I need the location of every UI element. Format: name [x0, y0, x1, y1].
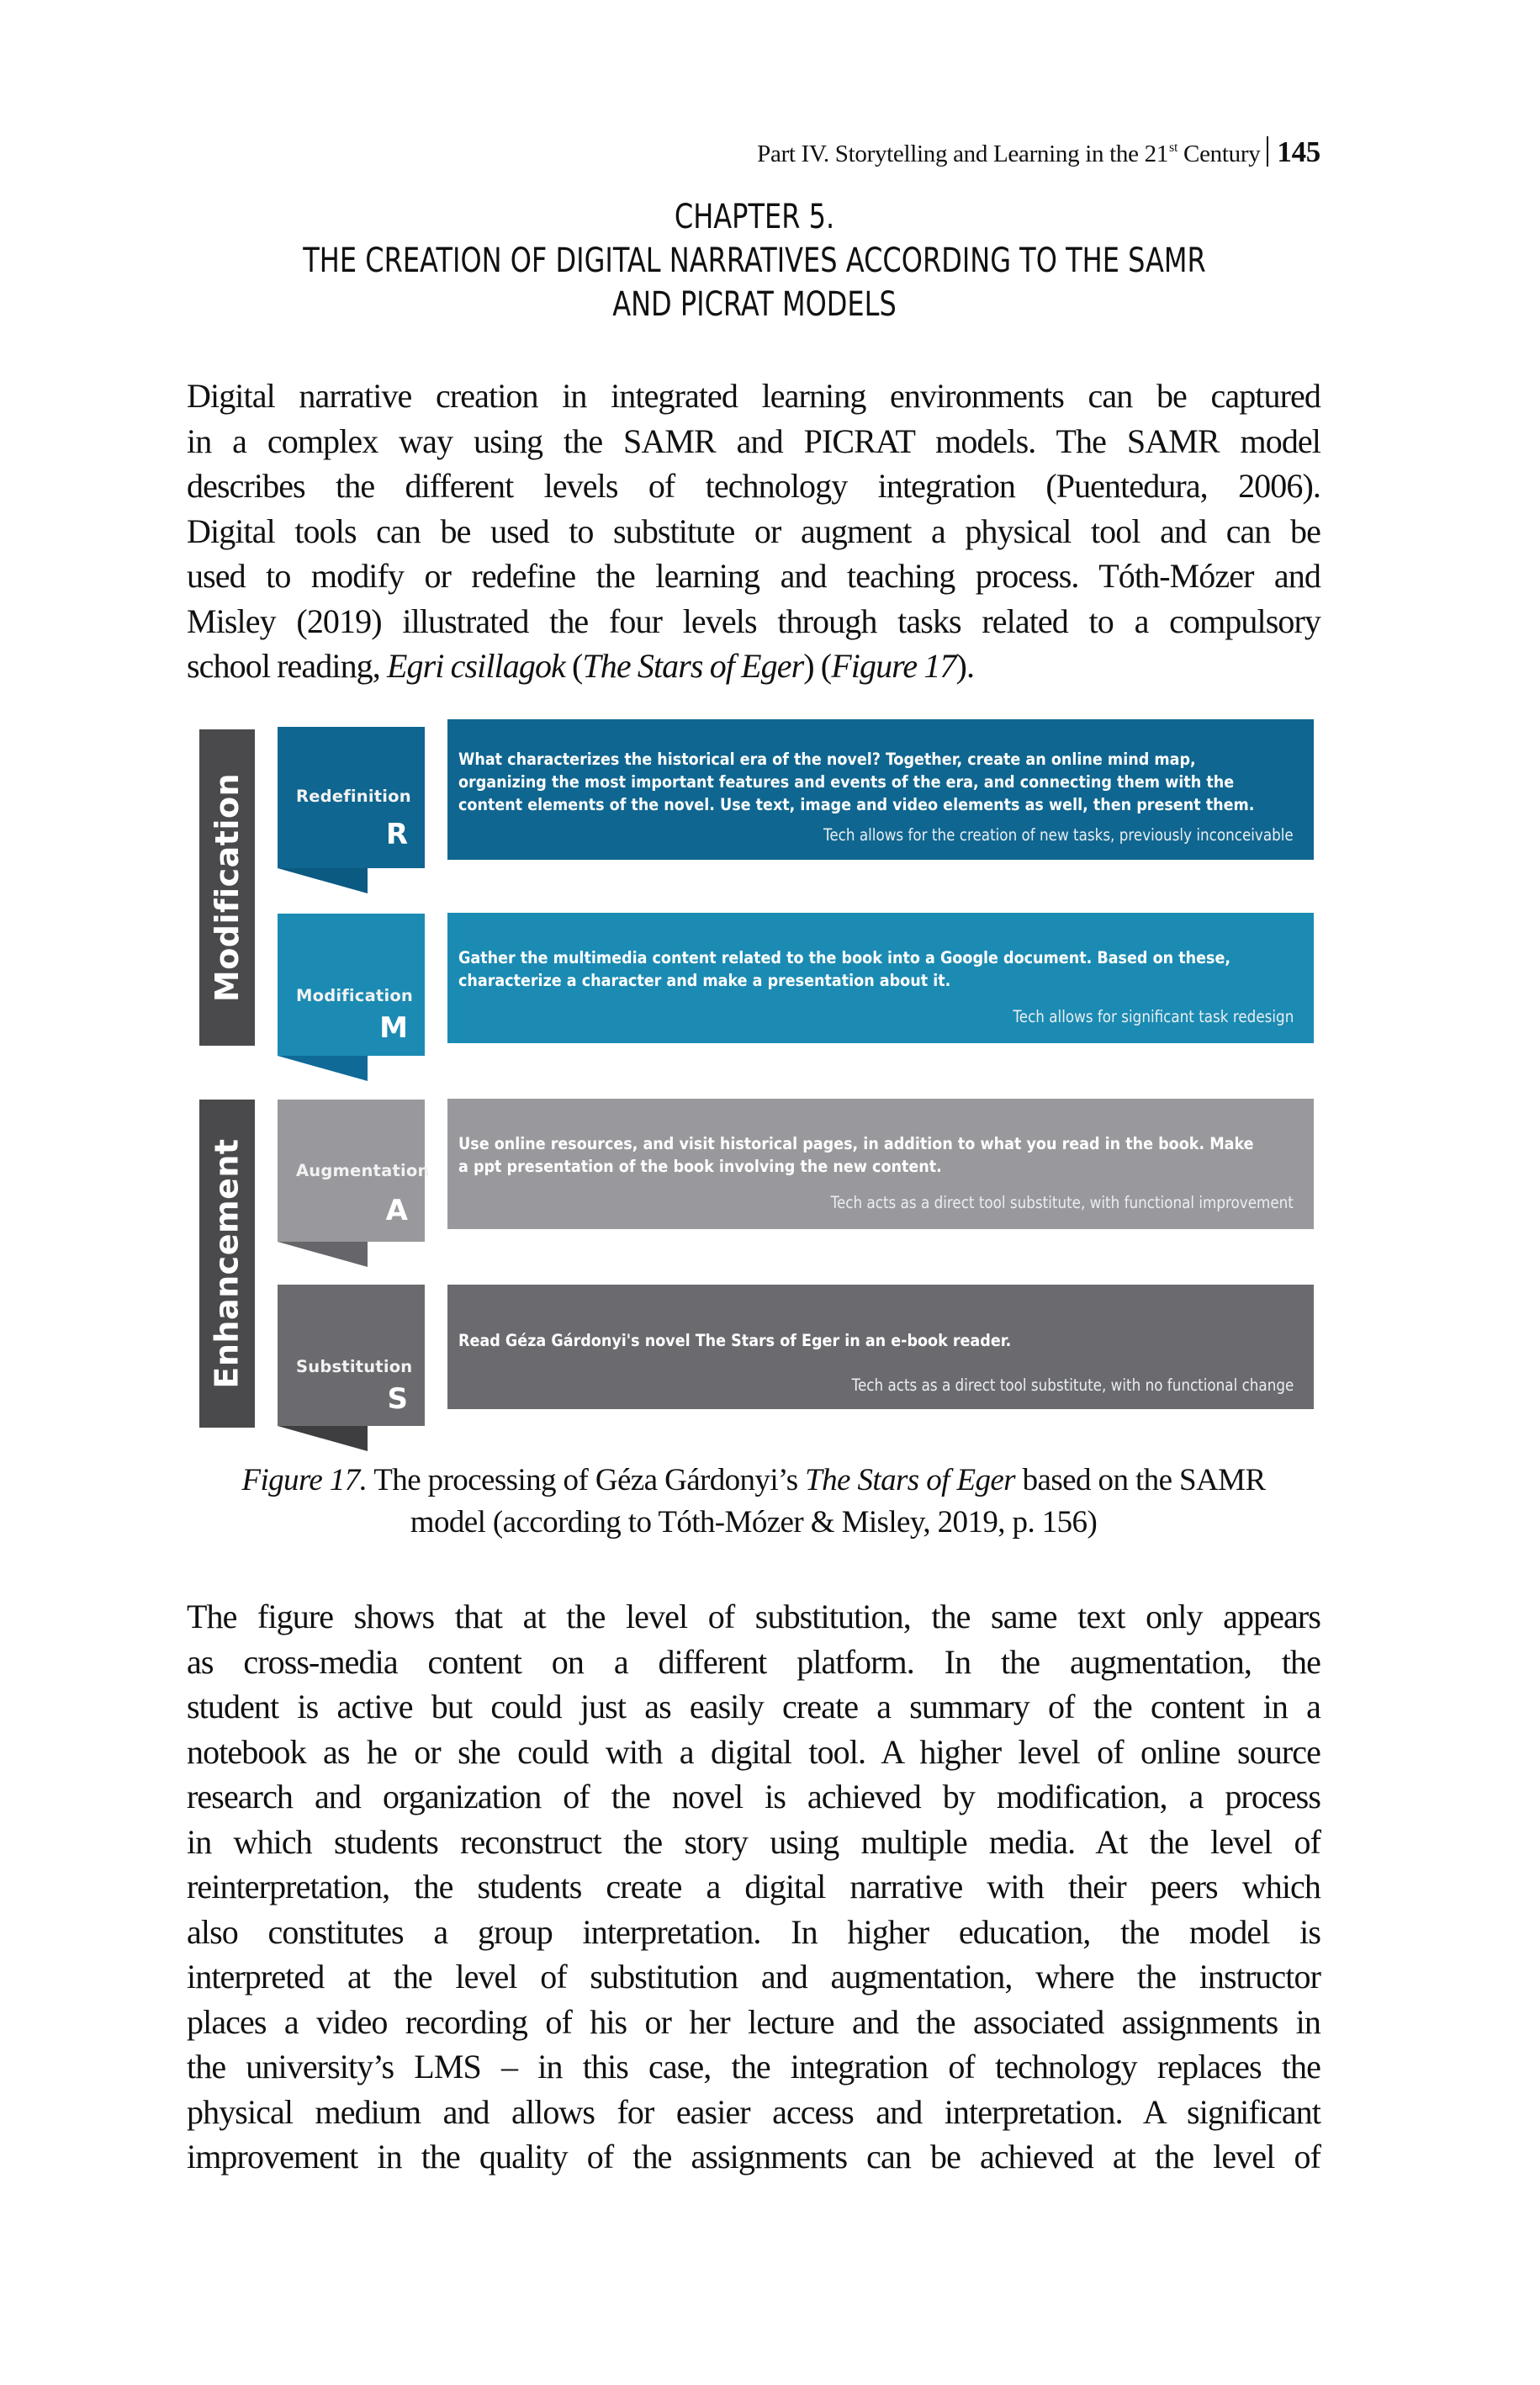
text-line: student is active but could just as easily create a summary of the content in a — [187, 1688, 1320, 1725]
text-line: used to modify or redefine the learning and teaching process. Tóth-Mózer and — [187, 557, 1320, 595]
group-label: Enhancement — [209, 1138, 246, 1389]
text-line: also constitutes a group interpretation. In higher education, the model is — [187, 1912, 1320, 1951]
level-content-augmentation — [447, 1099, 1314, 1229]
paragraph-discussion — [187, 1594, 1320, 2180]
text-line: in which students reconstruct the story using multiple media. At the level of — [187, 1822, 1320, 1861]
level-content-substitution — [447, 1285, 1314, 1409]
paragraph-intro — [187, 374, 1320, 689]
caption-book-title: The Stars of Eger — [805, 1463, 1015, 1497]
level-note: Tech acts as a direct tool substitute, with no functional change — [851, 1375, 1294, 1395]
text-line: interpreted at the level of substitution and augmentation, where the instructor — [187, 1958, 1320, 1995]
figure-label: Figure 17. — [241, 1463, 368, 1497]
task-text: Gather the multimedia content related to the book into a Google document. Based on these, characterize a character and make a presentation about it. — [458, 948, 1231, 990]
caption-line: model (according to Tóth-Mózer & Misley, 2019, p. 156) — [410, 1505, 1098, 1540]
page-number: 145 — [1277, 135, 1320, 168]
level-content-redefinition — [447, 719, 1314, 860]
chapter-title — [300, 195, 1209, 326]
group-label: Modification — [209, 772, 246, 1003]
text-line: the university’s LMS – in this case, the integration of technology replaces the — [187, 2048, 1320, 2086]
text-line: Digital narrative creation in integrated learning environments can be captured — [187, 377, 1320, 415]
text-line: describes the different levels of technology integration (Puentedura, 2006). — [187, 467, 1320, 505]
caption-line: Figure 17. The processing of Géza Gárdonyi’s The Stars of Eger based on the SAMR — [241, 1463, 1266, 1497]
level-label-augmentation: Augmentation A — [278, 1100, 425, 1242]
text-line: notebook as he or she could with a digital tool. A higher level of online source — [187, 1732, 1320, 1771]
flag-tail — [278, 1426, 368, 1451]
figure-caption — [187, 1460, 1320, 1544]
flag-shape — [278, 727, 425, 895]
level-note: Tech allows for the creation of new tasks, previously inconceivable — [823, 825, 1294, 845]
text-line: reinterpretation, the students create a digital narrative with their peers which — [187, 1868, 1320, 1905]
text-line: Misley (2019) illustrated the four levels through tasks related to a compulsory — [187, 602, 1320, 640]
chapter-title-line: AND PICRAT MODELS — [612, 285, 897, 324]
flag-tail — [278, 1056, 368, 1081]
level-label-redefinition: Redefinition R — [278, 727, 425, 868]
text-line: The figure shows that at the level of substitution, the same text only appears — [187, 1598, 1320, 1635]
text-line: school reading, Egri csillagok (The Stars of Eger) (Figure 17). — [187, 647, 975, 685]
text-line: physical medium and allows for easier access and interpretation. A significant — [187, 2092, 1320, 2131]
task-text: What characterizes the historical era of the novel? Together, create an online mind map, organizing the most important features and events of the era, and connecting them with the content elements of the novel. Use text, image and video elements as well, then present them. — [458, 750, 1255, 814]
text-line: Digital tools can be used to substitute or augment a physical tool and can be — [187, 511, 1320, 550]
book-title-english: The Stars of Eger — [582, 647, 804, 685]
flag-shape — [278, 1100, 425, 1268]
level-note: Tech allows for significant task redesign — [1013, 1007, 1294, 1026]
text-line: improvement in the quality of the assignments can be achieved at the level of — [187, 2138, 1320, 2176]
level-label-substitution: Substitution S — [278, 1285, 425, 1426]
group-bar-modification — [199, 729, 255, 1046]
text-line: as cross-media content on a different platform. In the augmentation, the — [187, 1642, 1320, 1681]
samr-figure — [187, 707, 1331, 1455]
running-head — [757, 131, 1320, 169]
text-line: research and organization of the novel is achieved by modification, a process — [187, 1778, 1320, 1815]
chapter-title-line: CHAPTER 5. — [674, 198, 835, 236]
task-text: Use online resources, and visit historical pages, in addition to what you read in the book. Make a ppt presentation of the book involving the new content. — [458, 1134, 1254, 1176]
running-head-text: Part IV. Storytelling and Learning in the 21st Century — [757, 140, 1261, 167]
task-text: Read Géza Gárdonyi's novel The Stars of Eger in an e-book reader. — [458, 1331, 1012, 1350]
level-note: Tech acts as a direct tool substitute, with functional improvement — [830, 1193, 1294, 1212]
chapter-title-line: THE CREATION OF DIGITAL NARRATIVES ACCORDING TO THE SAMR — [303, 241, 1206, 280]
book-title-hungarian: Egri csillagok — [386, 647, 565, 685]
flag-tail — [278, 868, 368, 893]
level-label-modification: Modification M — [278, 914, 425, 1056]
text-line: places a video recording of his or her lecture and the associated assignments in — [187, 2002, 1320, 2041]
level-content-modification — [447, 913, 1314, 1043]
flag-tail — [278, 1242, 368, 1267]
figure-reference: Figure 17 — [831, 647, 956, 685]
text-line: in a complex way using the SAMR and PICRAT models. The SAMR model — [187, 421, 1320, 460]
running-head-separator — [1267, 136, 1268, 167]
group-bar-enhancement — [199, 1100, 255, 1428]
